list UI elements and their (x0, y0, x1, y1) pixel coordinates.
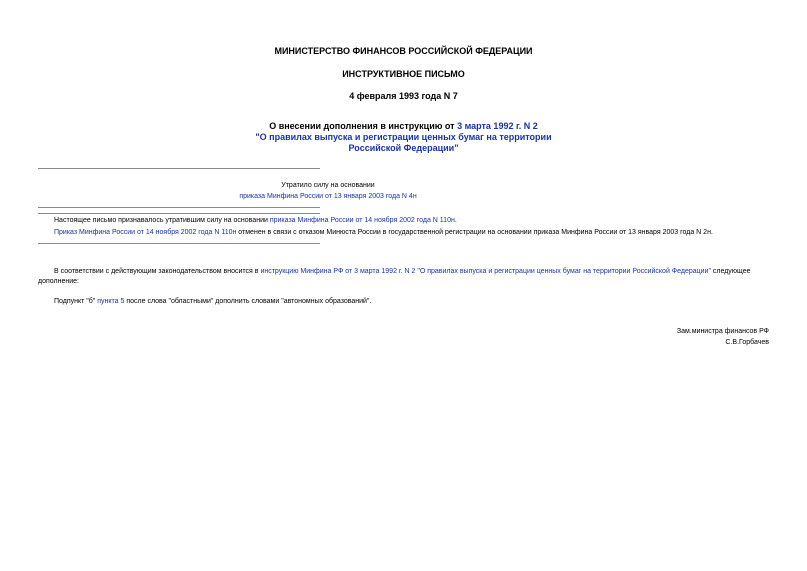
note-1-link[interactable]: приказа Минфина России от 14 ноября 2002 года N 110н (269, 217, 455, 224)
separator-rule (38, 213, 320, 214)
ministry-heading: МИНИСТЕРСТВО ФИНАНСОВ РОССИЙСКОЙ ФЕДЕРАЦИИ (274, 46, 533, 56)
lost-force-note (178, 180, 478, 202)
p1-instruction-link[interactable]: инструкцию Минфина РФ от 3 марта 1992 г. N 2 "О правилах выпуска и регистрации ценных бумаг на территории Российской Федерации" (260, 268, 711, 275)
note-2 (54, 228, 713, 238)
lost-force-link[interactable]: приказа Минфина России от 13 января 2003 года N 4н (239, 193, 417, 200)
separator-rule (38, 168, 320, 169)
p2-start: Подпункт "б" (54, 298, 98, 305)
separator-rule (38, 207, 320, 208)
separator-rule (38, 243, 320, 244)
note-1-text: Настоящее письмо признавалось утратившим силу на основании (54, 217, 270, 224)
doc-type-heading: ИНСТРУКТИВНОЕ ПИСЬМО (342, 69, 465, 79)
title-line-1 (0, 121, 807, 132)
body-paragraph-1-line-1 (38, 267, 771, 277)
note-2-link[interactable]: Приказ Минфина России от 14 ноября 2002 года N 110н (54, 229, 237, 236)
lost-force-label: Утратило силу на основании (281, 182, 375, 189)
title-line-3[interactable]: Российской Федерации" (348, 143, 459, 153)
p2-end: после слова "областными" дополнить словами "автономных образований". (124, 298, 372, 305)
title-instruction-link[interactable]: 3 марта 1992 г. N 2 (457, 121, 538, 131)
signature-block (677, 326, 769, 348)
p2-point-link[interactable]: пункта 5 (97, 298, 125, 305)
document-title (0, 121, 807, 154)
note-2-text: отменен в связи с отказом Минюста России в государственной регистрации на основании приказа Минфина России от 13 января 2003 года N 2н. (236, 229, 713, 236)
title-line-2[interactable]: "О правилах выпуска и регистрации ценных бумаг на территории (255, 132, 552, 142)
signature-position: Зам.министра финансов РФ (676, 328, 769, 335)
body-paragraph-1-line-2: дополнение: (38, 278, 79, 285)
body-paragraph-2 (54, 297, 371, 307)
p1-start: В соответствии с действующим законодательством вносится в (54, 268, 261, 275)
doc-date-heading: 4 февраля 1993 года N 7 (349, 91, 458, 101)
p1-end: следующее (710, 268, 751, 275)
body-paragraph-1 (38, 267, 771, 287)
title-prefix: О внесении дополнения в инструкцию от (269, 121, 458, 131)
note-1-end: . (454, 217, 457, 224)
signature-name: С.В.Горбачев (725, 339, 769, 346)
note-1 (54, 216, 457, 226)
